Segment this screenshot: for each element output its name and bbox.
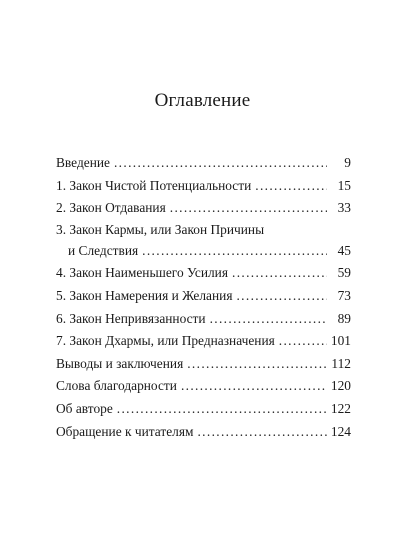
toc-entry-page: 59 bbox=[337, 265, 351, 281]
toc-entry[interactable] bbox=[56, 398, 351, 421]
toc-entry-page: 122 bbox=[330, 400, 351, 416]
page-title: Оглавление bbox=[154, 90, 251, 111]
toc-entry-title: Введение bbox=[56, 155, 110, 170]
toc-entry[interactable] bbox=[56, 421, 351, 444]
toc-entry-title: Об авторе bbox=[56, 400, 113, 416]
toc-entry-title: 2. Закон Отдавания bbox=[56, 200, 166, 216]
toc-entry-page: 89 bbox=[337, 310, 351, 326]
toc-entry[interactable] bbox=[56, 175, 351, 198]
dot-leader bbox=[170, 197, 327, 220]
dot-leader bbox=[181, 375, 327, 398]
toc-entry-page: 124 bbox=[330, 423, 351, 439]
toc-entry[interactable] bbox=[56, 197, 351, 220]
toc-entry[interactable] bbox=[56, 308, 351, 331]
toc-entry-title: 6. Закон Непривязанности bbox=[56, 310, 206, 326]
toc-entry-line1[interactable] bbox=[56, 220, 351, 240]
toc-entry[interactable] bbox=[56, 262, 351, 285]
toc-entry-line2[interactable] bbox=[56, 240, 351, 263]
toc-entry-title-continued: и Следствия bbox=[68, 242, 139, 258]
toc-entry-page: 33 bbox=[337, 200, 351, 216]
toc-entry[interactable] bbox=[56, 375, 351, 398]
toc-entry-title: Обращение к читателям bbox=[56, 423, 194, 439]
toc-entry-page: 45 bbox=[337, 242, 351, 258]
dot-leader bbox=[255, 175, 327, 198]
toc-entry-page: 73 bbox=[337, 287, 351, 303]
toc-entry[interactable] bbox=[56, 152, 351, 175]
dot-leader bbox=[114, 152, 327, 175]
dot-leader bbox=[197, 421, 326, 444]
dot-leader bbox=[210, 308, 327, 331]
dot-leader bbox=[117, 398, 327, 421]
toc-entry[interactable] bbox=[56, 285, 351, 308]
toc-entry-page: 15 bbox=[337, 177, 351, 193]
toc-entry-title: 3. Закон Кармы, или Закон Причины bbox=[56, 221, 265, 237]
toc-entry-page: 101 bbox=[330, 333, 351, 349]
toc-entry[interactable] bbox=[56, 353, 351, 376]
toc-entry-page: 9 bbox=[344, 155, 351, 170]
toc-entry-title: 5. Закон Намерения и Желания bbox=[56, 287, 233, 303]
toc-entry[interactable] bbox=[56, 330, 351, 353]
dot-leader bbox=[187, 353, 327, 376]
toc-entry-title: 1. Закон Чистой Потенциальности bbox=[56, 177, 252, 193]
toc-entry-title: 4. Закон Наименьшего Усилия bbox=[56, 265, 228, 281]
table-of-contents bbox=[56, 152, 351, 443]
dot-leader bbox=[232, 262, 327, 285]
dot-leader bbox=[142, 240, 327, 263]
toc-entry-page: 120 bbox=[330, 378, 351, 394]
toc-entry-title: Выводы и заключения bbox=[56, 355, 184, 371]
toc-entry-title: Слова благодарности bbox=[56, 378, 177, 394]
dot-leader bbox=[236, 285, 327, 308]
toc-entry-title: 7. Закон Дхармы, или Предназначения bbox=[56, 333, 275, 349]
dot-leader bbox=[279, 330, 327, 353]
toc-entry-page: 112 bbox=[331, 355, 351, 371]
